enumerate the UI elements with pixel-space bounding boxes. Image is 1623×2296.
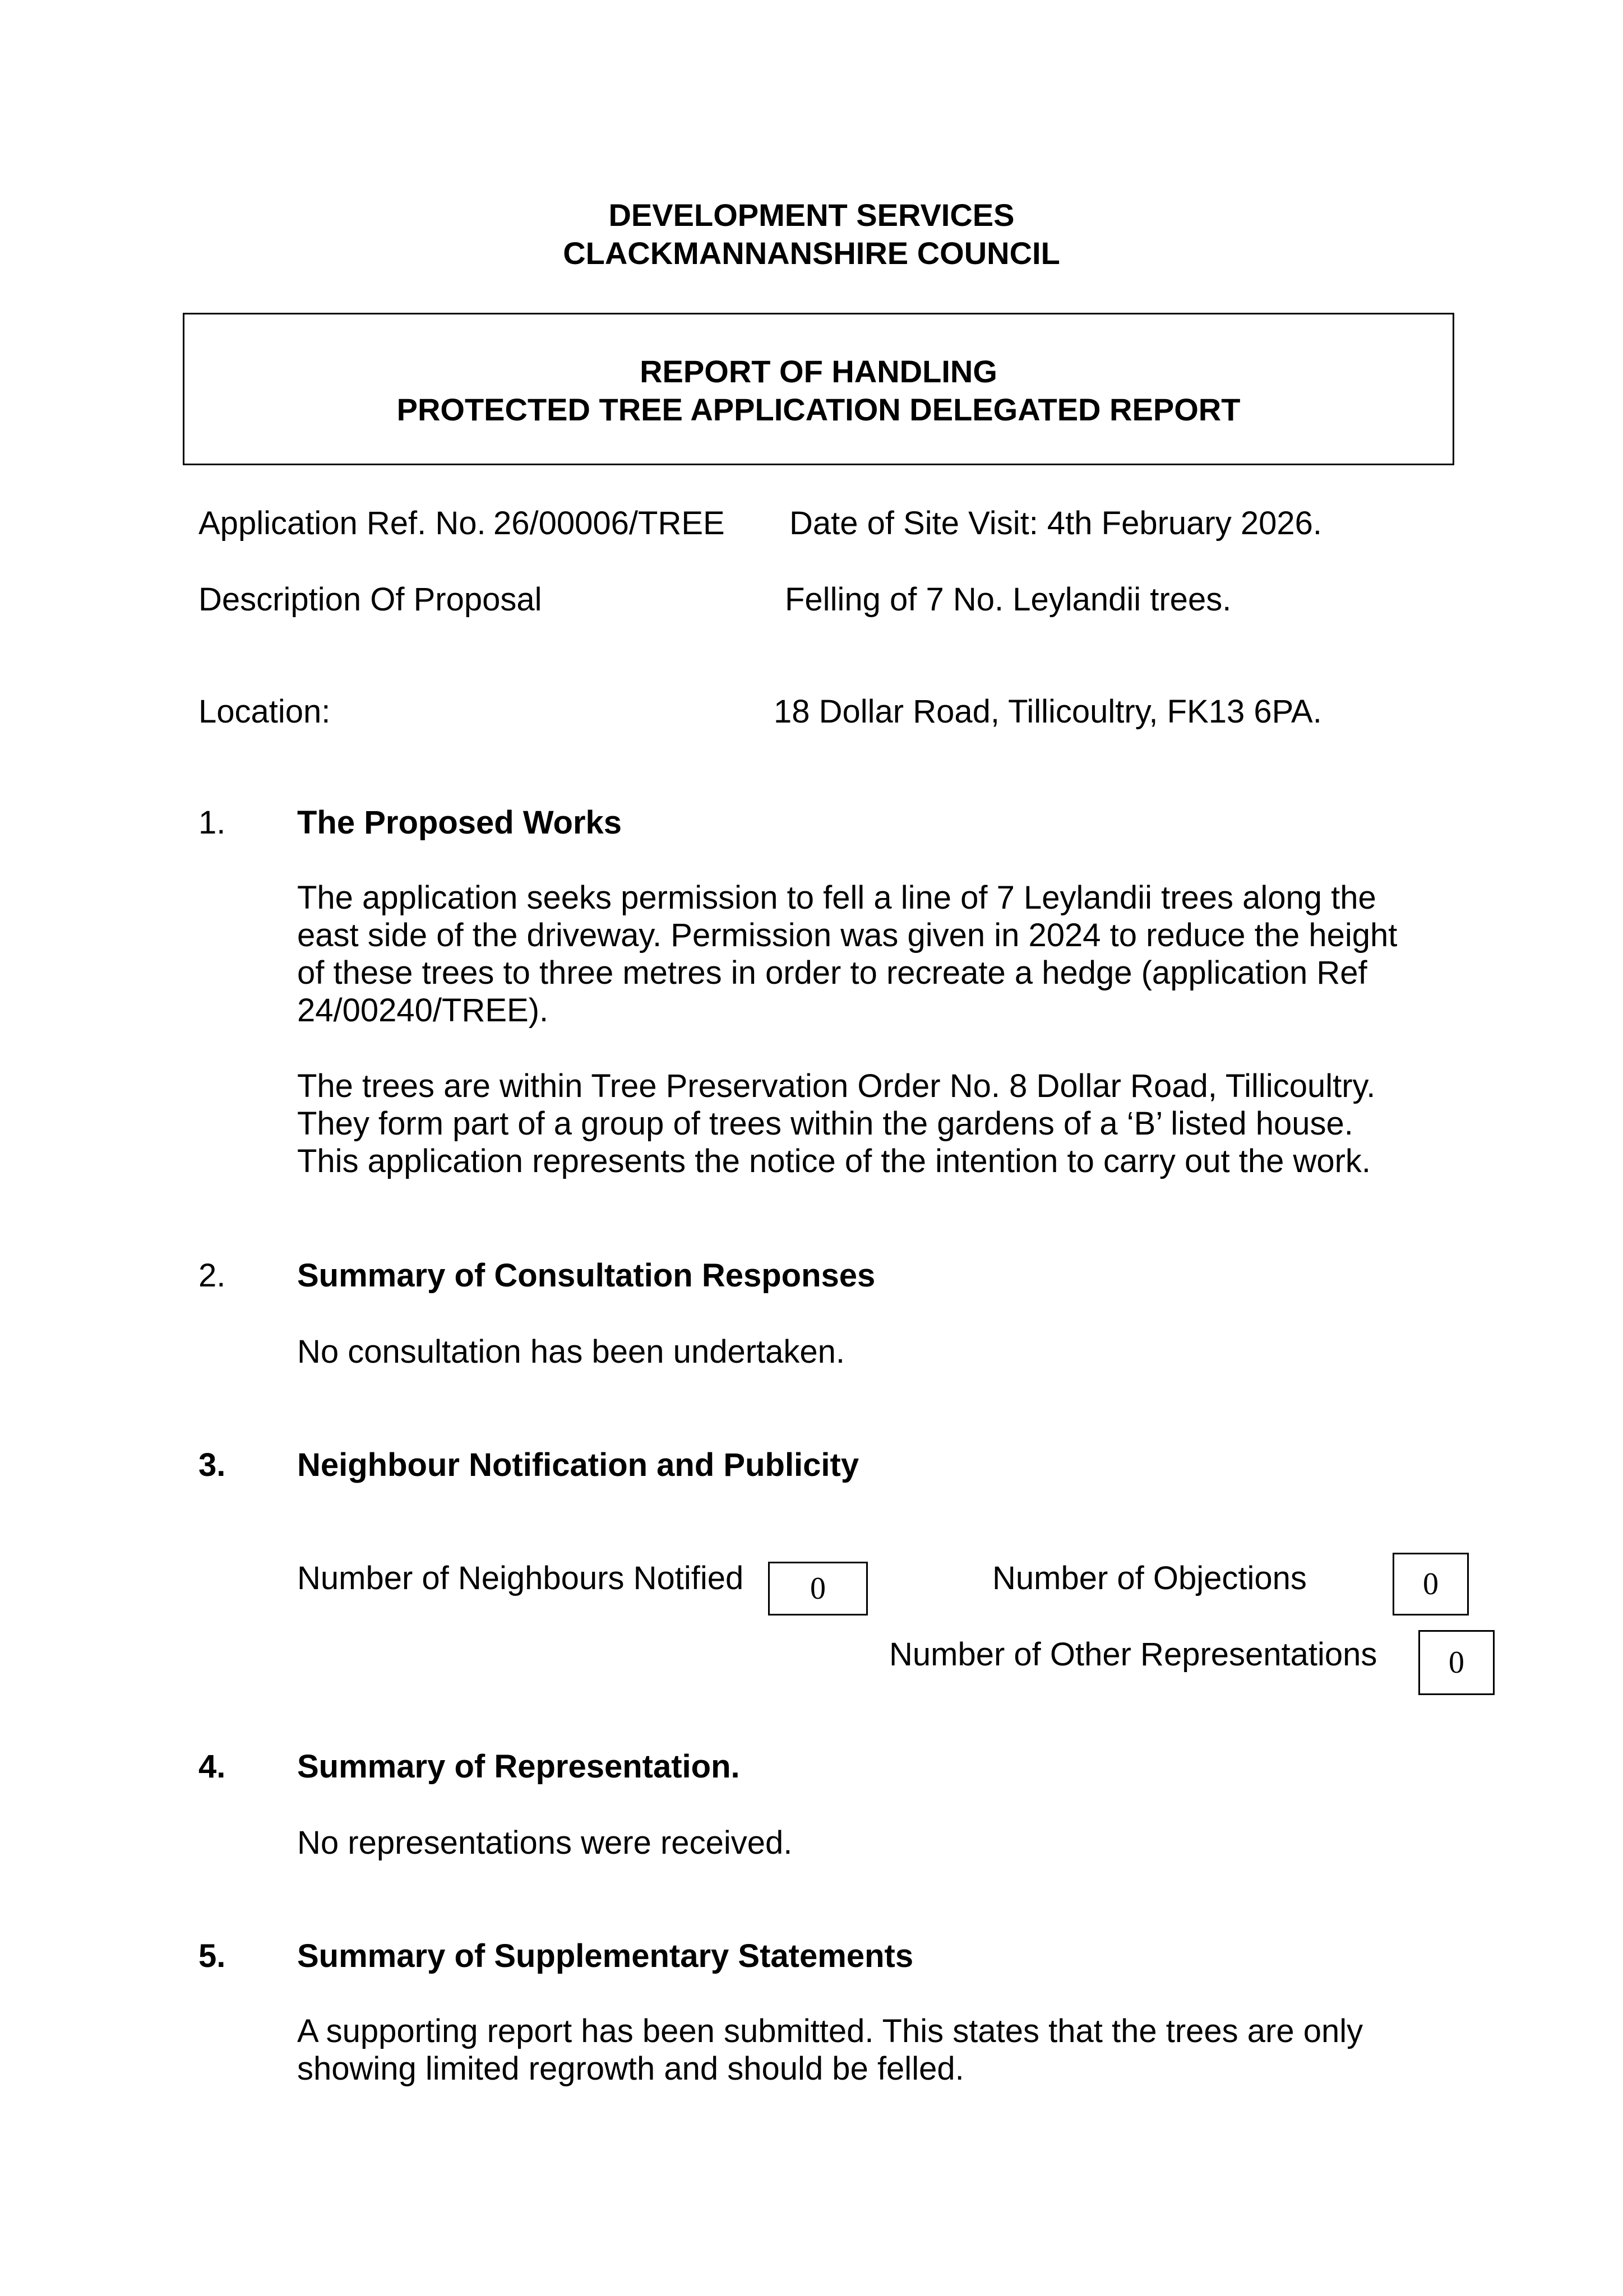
section-title: Neighbour Notification and Publicity [297,1447,859,1483]
paragraph-line: of these trees to three metres in order to recreate a hedge (application Ref [297,955,1367,991]
section-number: 2. [198,1257,226,1294]
objections-count: 0 [1393,1553,1469,1615]
section-number: 3. [198,1447,226,1483]
other-representations-label: Number of Other Representations [889,1636,1377,1673]
section-title: Summary of Representation. [297,1748,740,1785]
section-title: Summary of Supplementary Statements [297,1938,914,1974]
section-number: 5. [198,1938,226,1974]
section-title: Summary of Consultation Responses [297,1257,876,1294]
paragraph-line: east side of the driveway. Permission was given in 2024 to reduce the height [297,917,1398,953]
description-value: Felling of 7 No. Leylandii trees. [785,581,1232,618]
section-paragraph [297,1067,1474,1180]
section-title: The Proposed Works [297,804,622,841]
paragraph-line: The trees are within Tree Preservation Order No. 8 Dollar Road, Tillicoultry. [297,1068,1376,1104]
neighbours-notified-label: Number of Neighbours Notified [297,1560,744,1596]
paragraph-line: showing limited regrowth and should be felled. [297,2050,964,2087]
section-paragraph [297,879,1474,1029]
location-value: 18 Dollar Road, Tillicoultry, FK13 6PA. [774,693,1322,730]
paragraph-line: This application represents the notice of the intention to carry out the work. [297,1143,1371,1179]
department-heading: DEVELOPMENT SERVICES [608,197,1015,233]
location-label: Location: [198,693,331,730]
section-paragraph [297,1824,1474,1862]
report-title: REPORT OF HANDLING [640,354,997,389]
section-number: 1. [198,804,226,841]
paragraph-line: No representations were received. [297,1825,793,1861]
objections-label: Number of Objections [992,1560,1307,1596]
section-paragraph [297,2012,1474,2087]
paragraph-line: They form part of a group of trees within the gardens of a ‘B’ listed house. [297,1105,1353,1142]
description-label: Description Of Proposal [198,581,542,618]
application-ref-label: Application Ref. No. [198,505,486,541]
site-visit-date: Date of Site Visit: 4th February 2026. [789,505,1323,541]
paragraph-line: The application seeks permission to fell a line of 7 Leylandii trees along the [297,879,1376,916]
section-paragraph [297,1333,1474,1371]
report-subtitle: PROTECTED TREE APPLICATION DELEGATED REPORT [396,392,1241,427]
section-number: 4. [198,1748,226,1785]
council-heading: CLACKMANNANSHIRE COUNCIL [563,235,1060,271]
other-representations-count: 0 [1418,1630,1495,1695]
paragraph-line: No consultation has been undertaken. [297,1334,845,1370]
paragraph-line: A supporting report has been submitted. This states that the trees are only [297,2013,1363,2049]
paragraph-line: 24/00240/TREE). [297,992,549,1029]
neighbours-notified-count: 0 [768,1562,868,1615]
application-ref-value: 26/00006/TREE [493,505,725,541]
report-title-box [183,313,1454,465]
